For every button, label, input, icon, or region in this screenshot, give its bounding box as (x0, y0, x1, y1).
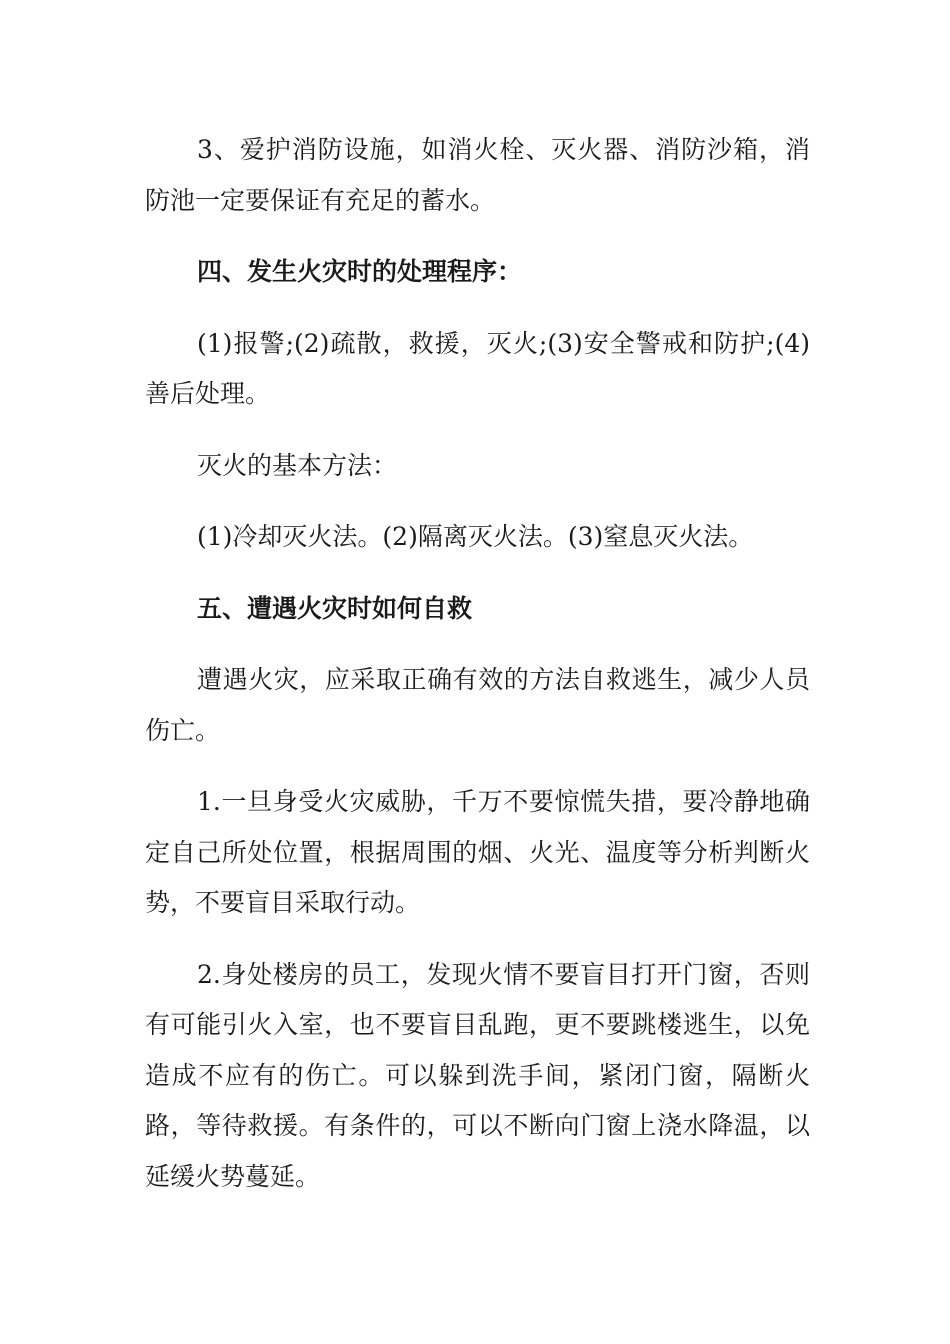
paragraph-procedure-steps: (1)报警;(2)疏散，救援，灭火;(3)安全警戒和防护;(4)善后处理。 (145, 328, 810, 408)
section-heading-self-rescue: 五、遭遇火灾时如何自救 (197, 593, 473, 623)
paragraph-fire-facilities: 3、爱护消防设施，如消火栓、灭火器、消防沙箱，消防池一定要保证有充足的蓄水。 (145, 135, 810, 215)
paragraph-self-rescue-item-2: 2.身处楼房的员工，发现火情不要盲目打开门窗，否则有可能引火入室，也不要盲目乱跑，更不要跳楼逃生，以免造成不应有的伤亡。可以躲到洗手间，紧闭门窗，隔断火路，等待救援。有条件的，可以不断向门窗上浇水降温，以延缓火势蔓延。 (145, 959, 810, 1191)
paragraph-extinguish-methods: (1)冷却灭火法。(2)隔离灭火法。(3)窒息灭火法。 (197, 522, 754, 551)
document-page (145, 125, 810, 1223)
paragraph-extinguish-methods-label: 灭火的基本方法： (197, 450, 398, 480)
paragraph-self-rescue-item-1: 1.一旦身受火灾威胁，千万不要惊慌失措，要冷静地确定自己所处位置，根据周围的烟、火光、温度等分析判断火势，不要盲目采取行动。 (145, 787, 810, 917)
paragraph-self-rescue-intro: 遭遇火灾，应采取正确有效的方法自救逃生，减少人员伤亡。 (145, 665, 810, 745)
section-heading-fire-procedure: 四、发生火灾时的处理程序： (197, 257, 523, 286)
